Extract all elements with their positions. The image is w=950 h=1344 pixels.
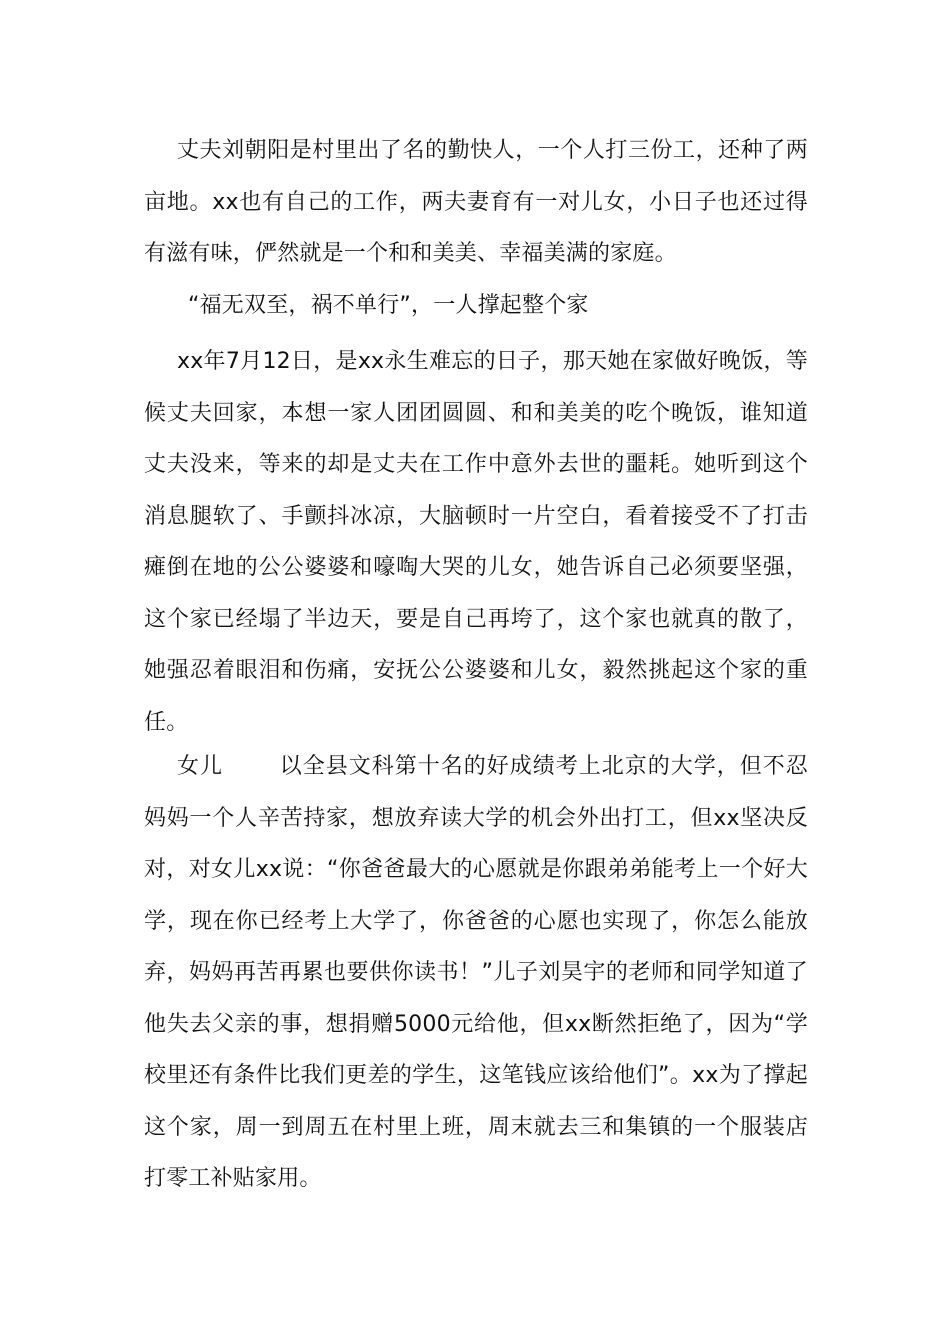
paragraph-children-body: 以全县文科第十名的好成绩考上北京的大学，但不忍妈妈一个人辛苦持家，想放弃读大学的机会外出打工，但xx坚决反对，对女儿xx说：“你爸爸最大的心愿就是你跟弟弟能考上一个好大学，现在你已经考上大学了，你爸爸的心愿也实现了，你怎么能放弃，妈妈再苦再累也要供你读书！”儿子刘昊宇的老师和同学知道了他失去父亲的事，想捐赠5000元给他，但xx断然拒绝了，因为“学校里还有条件比我们更差的学生，这笔钱应该给他们”。xx为了撑起这个家，周一到周五在村里上班，周末就去三和集镇的一个服装店打零工补贴家用。: [144, 754, 808, 1191]
paragraph-children: [144, 741, 808, 1205]
paragraph-children-start: 女儿: [177, 754, 223, 779]
paragraph-family-intro: 丈夫刘朝阳是村里出了名的勤快人，一个人打三份工，还种了两亩地。xx也有自己的工作，两夫妻育有一对儿女，小日子也还过得有滋有味，俨然就是一个和和美美、幸福美满的家庭。: [144, 138, 808, 266]
section-heading: “福无双至，祸不单行”，一人撑起整个家: [188, 293, 589, 318]
paragraph-tragedy: xx年7月12日，是xx永生难忘的日子，那天她在家做好晚饭，等候丈夫回家，本想一家人团团圆圆、和和美美的吃个晚饭，谁知道丈夫没来，等来的却是丈夫在工作中意外去世的噩耗。她听到这个消息腿软了、手颤抖冰凉，大脑顿时一片空白，看着接受不了打击瘫倒在地的公公婆婆和嚎啕大哭的儿女，她告诉自己必须要坚强，这个家已经塌了半边天，要是自己再垮了，这个家也就真的散了，她强忍着眼泪和伤痛，安抚公公婆婆和儿女，毅然挑起这个家的重任。: [144, 349, 808, 735]
